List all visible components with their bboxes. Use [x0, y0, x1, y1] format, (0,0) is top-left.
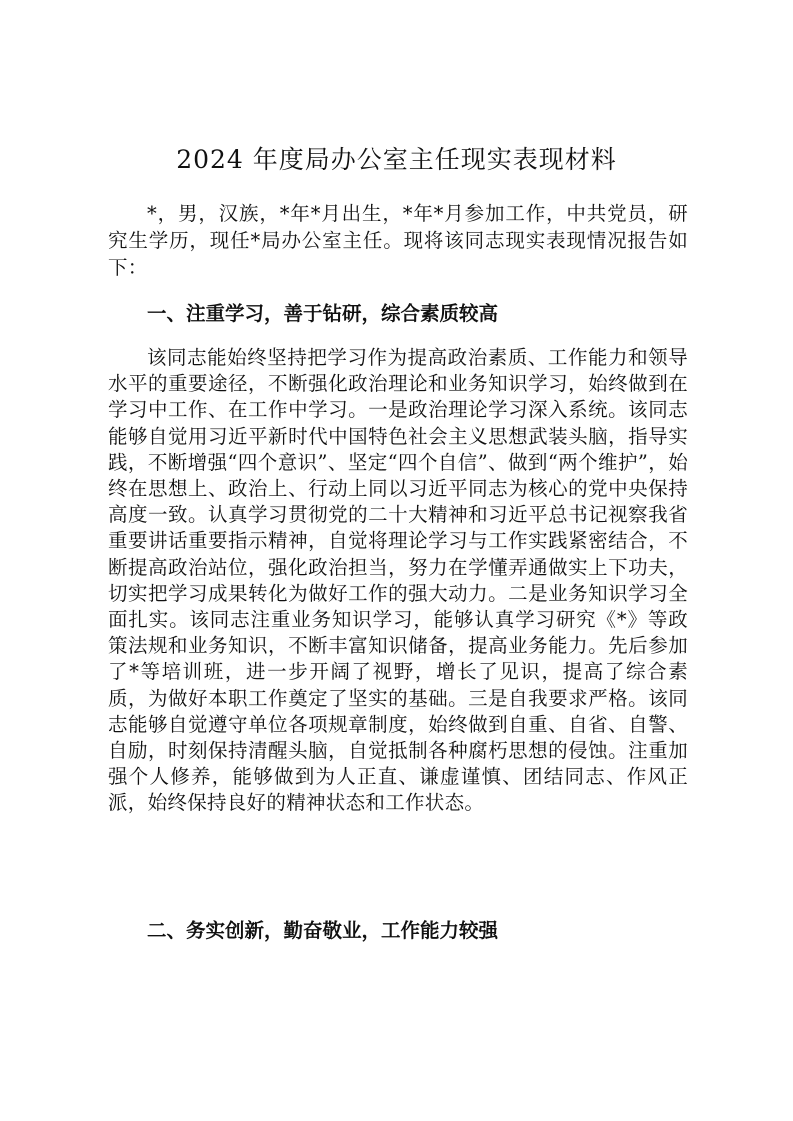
section-heading-2: 二、务实创新，勤奋敬业，工作能力较强: [147, 919, 499, 942]
section-heading-1: 一、注重学习，善于钻研，综合素质较高: [147, 302, 499, 325]
intro-paragraph: *，男，汉族，*年*月出生，*年*月参加工作，中共党员，研究生学历，现任*局办公室主任。现将该同志现实表现情况报告如下：: [108, 202, 688, 279]
document-title: 2024 年度局办公室主任现实表现材料: [176, 145, 617, 174]
section-paragraph-1: 该同志能始终坚持把学习作为提高政治素质、工作能力和领导水平的重要途径，不断强化政治理论和业务知识学习，始终做到在学习中工作、在工作中学习。一是政治理论学习深入系统。该同志能够自觉用习近平新时代中国特色社会主义思想武装头脑，指导实践，不断增强“四个意识”、坚定“四个自信”、做到“两个维护”，始终在思想上、政治上、行动上同以习近平同志为核心的党中央保持高度一致。认真学习贯彻党的二十大精神和习近平总书记视察我省重要讲话重要指示精神，自觉将理论学习与工作实践紧密结合，不断提高政治站位，强化政治担当，努力在学懂弄通做实上下功夫，切实把学习成果转化为做好工作的强大动力。二是业务知识学习全面扎实。该同志注重业务知识学习，能够认真学习研究《*》等政策法规和业务知识，不断丰富知识储备，提高业务能力。先后参加了*等培训班，进一步开阔了视野，增长了见识，提高了综合素质，为做好本职工作奠定了坚实的基础。三是自我要求严格。该同志能够自觉遵守单位各项规章制度，始终做到自重、自省、自警、自励，时刻保持清醒头脑，自觉抵制各种腐朽思想的侵蚀。注重加强个人修养，能够做到为人正直、谦虚谨慎、团结同志、作风正派，始终保持良好的精神状态和工作状态。: [108, 346, 688, 815]
